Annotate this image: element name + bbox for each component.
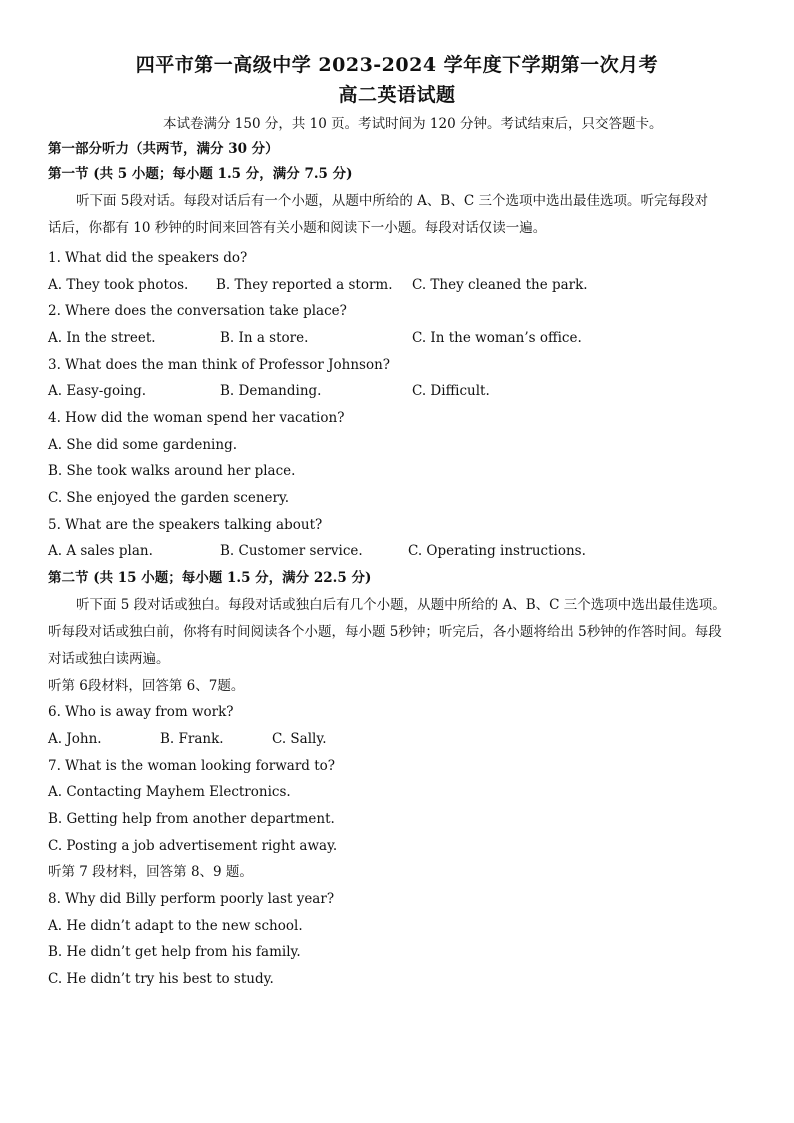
section1-heading: 第一节 (共 5 小题；每小题 1.5 分，满分 7.5 分) bbox=[48, 166, 353, 182]
section2-instructions-line1: 听下面 5 段对话或独白。每段对话或独白后有几个小题，从题中所给的 A、B、C 三个选项中选出最佳选项。 bbox=[76, 597, 726, 613]
option-b: B. They reported a storm. bbox=[216, 277, 393, 293]
section2-heading: 第二节 (共 15 小题；每小题 1.5 分，满分 22.5 分) bbox=[48, 570, 372, 586]
option-a: A. Easy-going. bbox=[48, 383, 147, 399]
question-stem: 3. What does the man think of Professor Johnson? bbox=[48, 357, 391, 373]
section1-instructions-line1: 听下面 5段对话。每段对话后有一个小题，从题中所给的 A、B、C 三个选项中选出最佳选项。听完每段对 bbox=[76, 193, 708, 209]
option-a: A. In the street. bbox=[48, 330, 156, 346]
question-stem: 1. What did the speakers do? bbox=[48, 250, 248, 266]
option-c: C. He didn’t try his best to study. bbox=[48, 971, 274, 987]
part1-heading: 第一部分听力（共两节，满分 30 分） bbox=[48, 141, 279, 157]
option-c: C. In the woman’s office. bbox=[412, 330, 582, 346]
question-stem: 2. Where does the conversation take place? bbox=[48, 303, 347, 319]
option-b: B. Getting help from another department. bbox=[48, 811, 335, 827]
option-a: A. They took photos. bbox=[48, 277, 189, 293]
option-c: C. They cleaned the park. bbox=[412, 277, 588, 293]
option-b: B. She took walks around her place. bbox=[48, 463, 296, 479]
section2-instructions-line3: 对话或独白读两遍。 bbox=[48, 651, 170, 667]
question-stem: 6. Who is away from work? bbox=[48, 704, 234, 720]
option-c: C. Sally. bbox=[272, 731, 327, 747]
option-c: C. Difficult. bbox=[412, 383, 490, 399]
option-b: B. He didn’t get help from his family. bbox=[48, 944, 301, 960]
material-6-note: 听第 6段材料，回答第 6、7题。 bbox=[48, 678, 245, 694]
option-c: C. Operating instructions. bbox=[408, 543, 586, 559]
option-a: A. He didn’t adapt to the new school. bbox=[48, 918, 303, 934]
option-c: C. Posting a job advertisement right away. bbox=[48, 838, 338, 854]
material-7-note: 听第 7 段材料，回答第 8、9 题。 bbox=[48, 864, 253, 880]
exam-title: 四平市第一高级中学 2023-2024 学年度下学期第一次月考 bbox=[135, 54, 659, 76]
option-a: A. Contacting Mayhem Electronics. bbox=[48, 784, 291, 800]
option-b: B. Customer service. bbox=[220, 543, 363, 559]
option-b: B. Frank. bbox=[160, 731, 224, 747]
option-b: B. Demanding. bbox=[220, 383, 322, 399]
option-a: A. A sales plan. bbox=[48, 543, 153, 559]
option-a: A. She did some gardening. bbox=[48, 437, 237, 453]
section1-instructions-line2: 话后，你都有 10 秒钟的时间来回答有关小题和阅读下一小题。每段对话仅读一遍。 bbox=[48, 220, 547, 236]
question-stem: 8. Why did Billy perform poorly last year? bbox=[48, 891, 335, 907]
option-a: A. John. bbox=[48, 731, 102, 747]
section2-instructions-line2: 听每段对话或独白前，你将有时间阅读各个小题，每小题 5秒钟；听完后，各小题将给出 5秒钟的作答时间。每段 bbox=[48, 624, 722, 640]
question-stem: 5. What are the speakers talking about? bbox=[48, 517, 323, 533]
option-c: C. She enjoyed the garden scenery. bbox=[48, 490, 290, 506]
exam-info: 本试卷满分 150 分，共 10 页。考试时间为 120 分钟。考试结束后，只交答题卡。 bbox=[163, 116, 663, 132]
question-stem: 4. How did the woman spend her vacation? bbox=[48, 410, 345, 426]
exam-subtitle: 高二英语试题 bbox=[338, 84, 456, 106]
option-b: B. In a store. bbox=[220, 330, 309, 346]
question-stem: 7. What is the woman looking forward to? bbox=[48, 758, 336, 774]
